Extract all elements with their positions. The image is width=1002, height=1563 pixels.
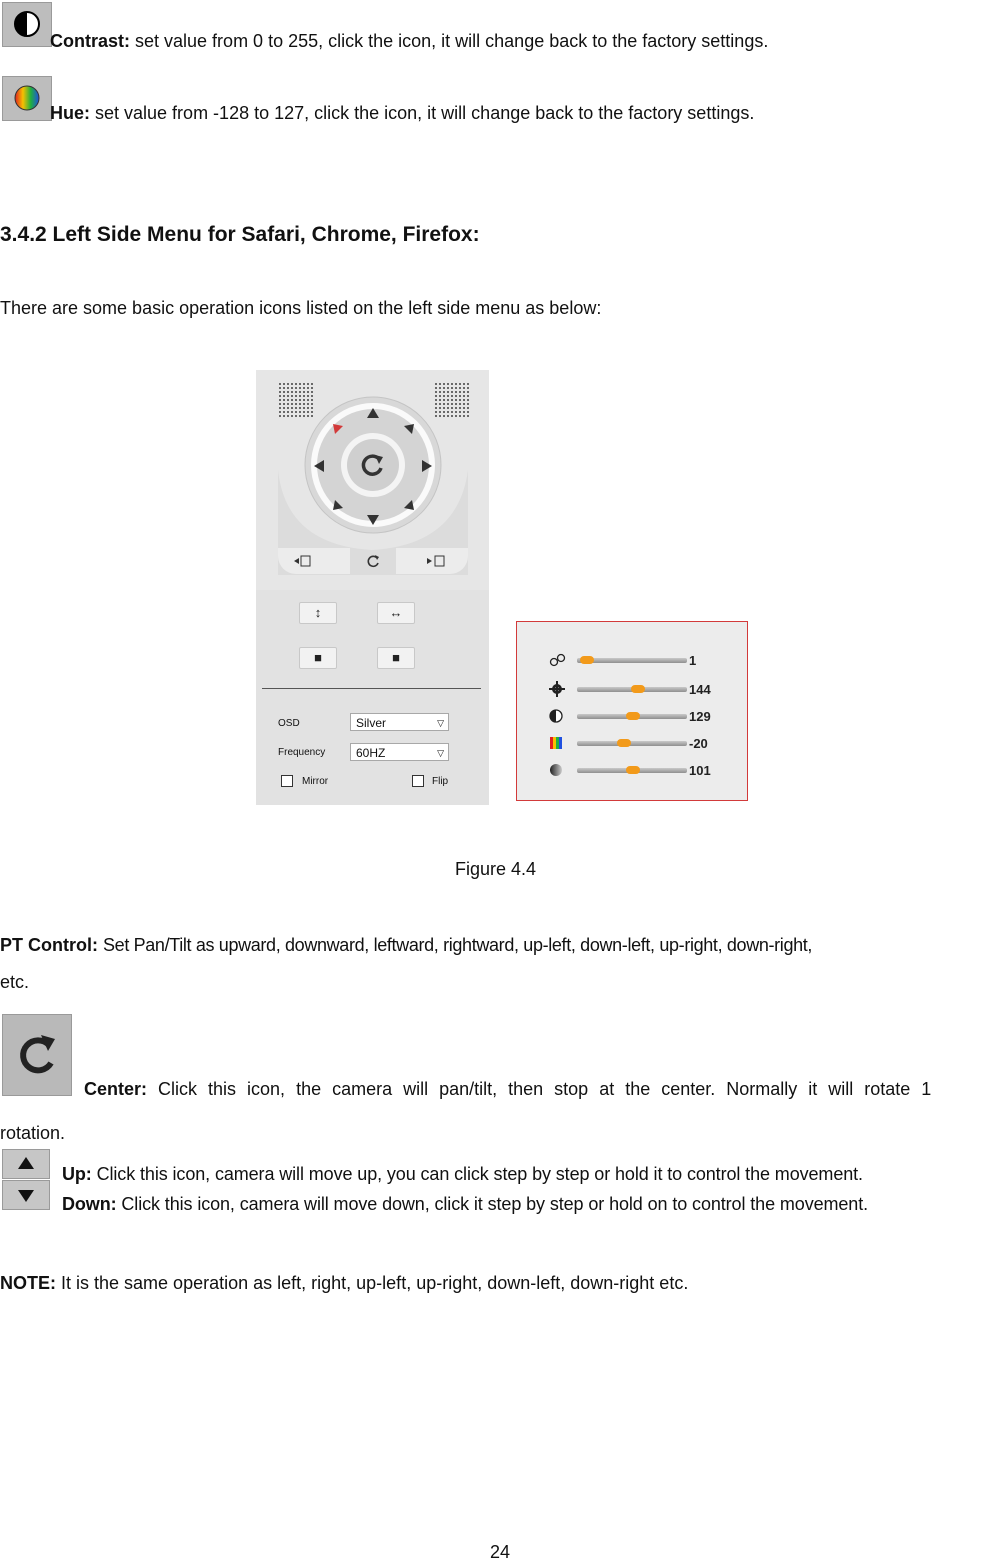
down-right-arrow-icon[interactable] [403,498,415,516]
zoom-out-button[interactable] [278,548,350,574]
hue-text: set value from -128 to 127, click the icon, it will change back to the factory settings. [95,103,755,123]
contrast-text: set value from 0 to 255, click the icon, it will change back to the factory settings. [135,31,769,51]
down-line [62,1193,868,1215]
up-arrow-icon[interactable] [366,406,380,424]
slider-row[interactable] [517,708,747,724]
center-line1 [84,1078,931,1100]
refresh-icon[interactable] [366,554,380,573]
osd-select[interactable] [350,713,449,731]
saturation-icon [549,763,563,777]
ptz-control-panel [256,370,489,805]
contrast-label: Contrast: [50,31,130,51]
slider-value: 129 [689,709,711,724]
gear-icon [549,681,565,697]
stop-button-left[interactable]: ■ [299,647,337,669]
slider-knob[interactable] [631,685,645,693]
contrast-line [50,30,768,52]
contrast-icon [2,2,52,47]
flip-label: Flip [432,776,449,787]
down-text: Click this icon, camera will move down, click it step by step or hold on to control the movement. [121,1194,869,1214]
focus-icon [549,653,567,667]
slider-value: 101 [689,763,711,778]
down-label: Down: [62,1194,117,1214]
up-label: Up: [62,1164,92,1184]
chevron-down-icon: ▽ [437,718,444,728]
note-label: NOTE: [0,1273,56,1293]
frequency-label: Frequency [278,747,326,758]
down-left-arrow-icon[interactable] [332,498,344,516]
hue-icon [549,736,563,750]
slider-row[interactable] [517,735,747,751]
figure-caption: Figure 4.4 [455,859,537,879]
contrast-icon [549,709,563,723]
hue-line [50,102,754,124]
slider-knob[interactable] [626,712,640,720]
zoom-in-button[interactable] [396,548,468,574]
note-text: It is the same operation as left, right, up-left, up-right, down-left, down-right etc. [61,1273,689,1293]
slider-knob[interactable] [580,656,594,664]
slider-row[interactable] [517,762,747,778]
up-right-arrow-icon[interactable] [403,422,415,440]
frequency-value: 60HZ [356,746,386,760]
left-arrow-icon[interactable] [313,459,325,478]
image-adjust-panel [516,621,748,801]
center-line2: rotation. [0,1123,66,1143]
section-intro: There are some basic operation icons listed on the left side menu as below: [0,298,602,318]
pt-control-label: PT Control: [0,935,98,955]
flip-checkbox[interactable] [412,775,424,787]
lower-panel [256,590,489,805]
divider [262,688,481,689]
vertical-flip-button[interactable]: ↕ [299,602,337,624]
slider-row[interactable] [517,652,747,668]
horizontal-flip-button[interactable]: ↔ [377,602,415,624]
slider-value: -20 [689,736,708,751]
osd-label: OSD [278,718,300,729]
stop-button-right[interactable]: ■ [377,647,415,669]
slider-row[interactable] [517,681,747,697]
right-arrow-icon[interactable] [421,459,433,478]
up-line [62,1163,863,1185]
center-icon[interactable] [359,451,387,479]
slider-value: 1 [689,653,697,668]
note-line [0,1272,688,1294]
osd-value: Silver [356,716,387,730]
center-label: Center: [84,1079,148,1099]
page-number: 24 [490,1542,511,1562]
mirror-checkbox[interactable] [281,775,293,787]
mirror-label: Mirror [302,776,329,787]
pt-control-line2: etc. [0,972,30,992]
section-heading: 3.4.2 Left Side Menu for Safari, Chrome, Firefox: [0,223,480,246]
chevron-down-icon: ▽ [437,748,444,758]
up-left-arrow-icon[interactable] [332,422,344,440]
up-arrow-icon [2,1149,50,1179]
down-arrow-icon[interactable] [366,513,380,531]
slider-knob[interactable] [617,739,631,747]
slider-value: 144 [689,682,711,697]
center-text: Click this icon, the camera will pan/tilt, then stop at the center. Normally it will rotate 1 [158,1079,932,1099]
pt-control-text: Set Pan/Tilt as upward, downward, leftward, rightward, up-left, down-left, up-right, down-right, [103,935,813,955]
pt-control-line1 [0,934,812,956]
down-arrow-icon [2,1180,50,1210]
up-text: Click this icon, camera will move up, you can click step by step or hold it to control the movement. [96,1164,863,1184]
hue-icon [2,76,52,121]
frequency-select[interactable] [350,743,449,761]
hue-label: Hue: [50,103,90,123]
slider-knob[interactable] [626,766,640,774]
center-icon [2,1014,72,1096]
